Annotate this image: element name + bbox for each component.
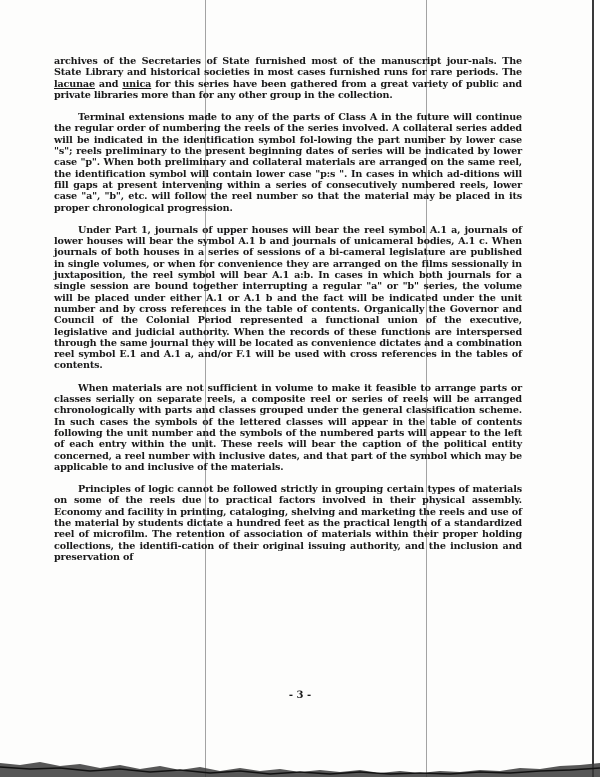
text-segment: Principles of logic cannot be followed strictly in grouping certain types of materials on some of the reels due to practical factors involved in their physical assembly. Economy and facility in printing, cataloging, shelving and marketing the reels and use of the material by students dictate a hundred feet as the practical length of a standardized reel of microfilm. The retention of association of materials within their proper holding collections, the identifi-cation of their original issuing authority, and the inclusion and preservation of (54, 484, 522, 563)
paragraph (54, 225, 522, 372)
text-segment: and (94, 78, 123, 90)
paragraph (54, 112, 522, 214)
text-segment: Terminal extensions made to any of the parts of Class A in the future will continue the regular order of numbering the reels of the series involved. A collateral series added will be indicated in the identification symbol fol-lowing the part number by lower case "s"; reels preliminary to the present beginning dates of series will be indicated by lower case "p". When both preliminary and collateral materials are arranged on the same reel, the identification symbol will contain lower case "p:s ". In cases in which ad-ditions will fill gaps at present intervening within a series of consecutively numbered reels, lower case "a", "b", etc. will follow the reel number so that the material may be placed in its proper chronological progression. (54, 112, 522, 214)
page-number: - 3 - (288, 690, 312, 701)
text-segment: for this series have been gathered from a great variety of public and private libraries more than for any other group in the collection. (54, 78, 522, 101)
paragraph (54, 484, 522, 563)
document-body (54, 56, 522, 574)
underlined-term: unica (122, 78, 152, 90)
text-segment: When materials are not sufficient in volume to make it feasible to arrange parts or classes serially on separate reels, a composite reel or series of reels will be arranged chronologically with parts and classes grouped under the general classification scheme. In such cases the symbols of the lettered classes will appear in the table of contents following the unit number and the symbols of the numbered parts will appear to the left of each entry within the unit. These reels will bear the caption of the political entity concerned, a reel number with inclusive dates, and that part of the symbol which may be applicable to and inclusive of the materials. (54, 382, 522, 473)
paragraph (54, 383, 522, 473)
page-edge (592, 0, 594, 777)
text-segment: Under Part 1, journals of upper houses will bear the reel symbol A.1 a, journals of lower houses will bear the symbol A.1 b and journals of unicameral bodies, A.1 c. When journals of both houses in a series of sessions of a bi-cameral legislature are published in single volumes, or when for convenience they are arranged on the films sessionally in juxtaposition, the reel symbol will bear A.1 a:b. In cases in which both journals for a single session are bound together interrupting a regular "a" or "b" series, the volume will be placed under either A.1 or A.1 b and the fact will be indicated under the unit number and by cross references in the table of contents. Organically the Governor and Council of the Colonial Period represented a functional union of the executive, legislative and judicial authority. When the records of these functions are interspersed through the same journal they will be located as convenience dictates and a combination reel symbol E.1 and A.1 a, and/or F.1 will be used with cross references in the tables of contents. (54, 224, 522, 372)
paragraph (54, 56, 522, 101)
scan-torn-edge (0, 749, 600, 777)
text-segment: archives of the Secretaries of State furnished most of the manuscript jour-nals. The State Library and historical societies in most cases furnished runs for rare periods. The (54, 56, 522, 79)
underlined-term: lacunae (54, 78, 95, 90)
